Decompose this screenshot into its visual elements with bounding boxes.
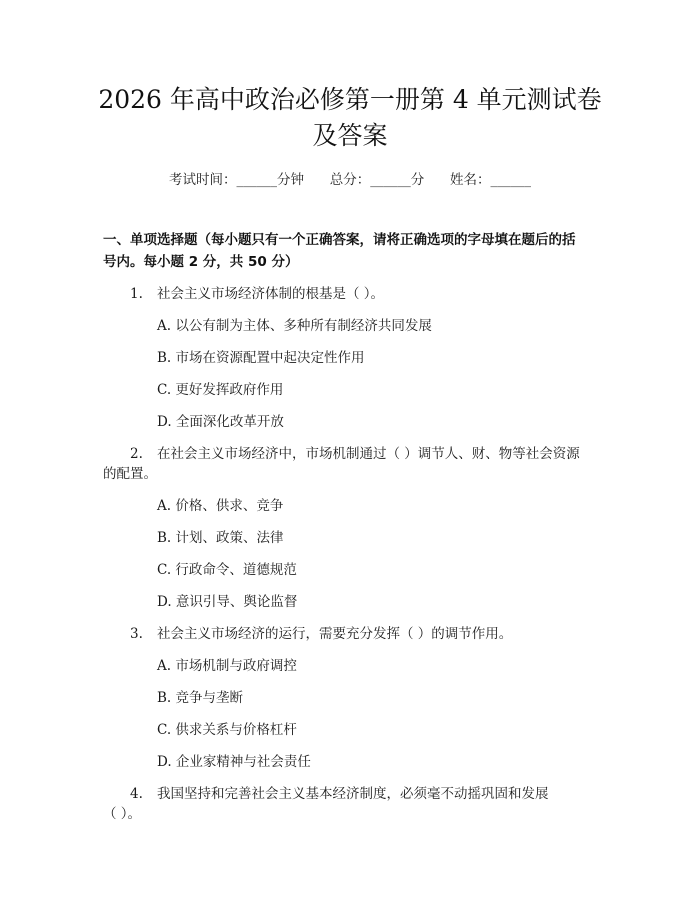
question-text-continued: 的配置。 <box>103 466 157 482</box>
question-number: 4. <box>130 786 143 802</box>
section-heading-continued: 号内。每小题 2 分，共 50 分） <box>103 254 299 270</box>
option-a: A. 以公有制为主体、多种所有制经济共同发展 <box>157 318 432 334</box>
option-d: D. 全面深化改革开放 <box>157 414 284 430</box>
question-number: 1. <box>130 286 143 302</box>
option-b: B. 计划、政策、法律 <box>157 530 284 546</box>
question-text: 社会主义市场经济的运行，需要充分发挥（ ）的调节作用。 <box>157 626 513 642</box>
option-c: C. 更好发挥政府作用 <box>157 382 284 398</box>
option-b: B. 市场在资源配置中起决定性作用 <box>157 350 365 366</box>
option-b: B. 竞争与垄断 <box>157 690 244 706</box>
question-text: 在社会主义市场经济中，市场机制通过（ ）调节人、财、物等社会资源 <box>157 446 580 462</box>
option-a: A. 价格、供求、竞争 <box>157 498 284 514</box>
option-d: D. 企业家精神与社会责任 <box>157 754 311 770</box>
document-title: 2026 年高中政治必修第一册第 4 单元测试卷 <box>98 85 602 114</box>
option-a: A. 市场机制与政府调控 <box>157 658 297 674</box>
option-c: C. 行政命令、道德规范 <box>157 562 297 578</box>
exam-info-line: 考试时间：______分钟 总分：______分 姓名：______ <box>169 172 531 188</box>
question-number: 2. <box>130 446 143 462</box>
question-text: 社会主义市场经济体制的根基是（ ）。 <box>157 286 385 302</box>
question-number: 3. <box>130 626 143 642</box>
question-text-continued: （ ）。 <box>103 806 142 822</box>
section-heading: 一、单项选择题（每小题只有一个正确答案，请将正确选项的字母填在题后的括 <box>103 232 576 248</box>
option-c: C. 供求关系与价格杠杆 <box>157 722 297 738</box>
question-text: 我国坚持和完善社会主义基本经济制度，必须毫不动摇巩固和发展 <box>157 786 549 802</box>
option-d: D. 意识引导、舆论监督 <box>157 594 298 610</box>
document-title-continued: 及答案 <box>312 121 388 150</box>
